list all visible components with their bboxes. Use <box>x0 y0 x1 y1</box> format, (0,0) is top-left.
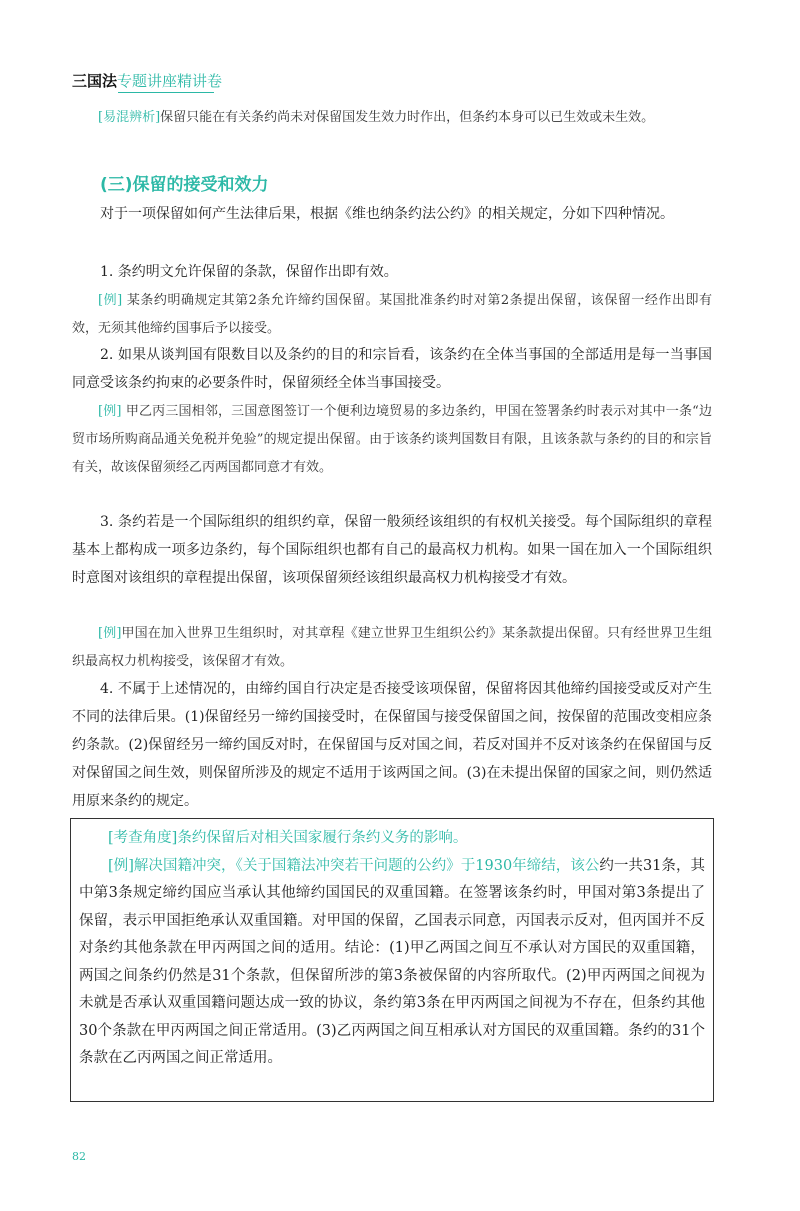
box-example-text: 约一共31条，其中第3条规定缔约国应当承认其他缔约国国民的双重国籍。在签署该条约时，甲国对第3条提出了保留，表示甲国拒绝承认双重国籍。对甲国的保留，乙国表示同意，丙国表示反对，但丙国并不反对条约其他条款在甲丙两国之间的适用。结论：(1)甲乙两国之间互不承认对方国民的双重国籍，两国之间条约仍然是31个条款，但保留所涉的第3条被保留的内容所取代。(2)甲丙两国之间视为未就是否承认双重国籍问题达成一致的协议，条约第3条在甲丙两国之间视为不存在，但条约其他30个条款在甲丙两国之间正常适用。(3)乙丙两国之间互相承认对方国民的双重国籍。条约的31个条款在乙丙两国之间正常适用。 <box>79 857 705 1066</box>
confusion-note <box>72 104 712 132</box>
example-tag: [例] <box>98 404 122 419</box>
example-3 <box>72 620 712 676</box>
section-title: (三)保留的接受和效力 <box>100 175 269 195</box>
angle-tag: [考查角度] <box>108 830 178 846</box>
header-underline <box>118 92 214 93</box>
intro-paragraph: 对于一项保留如何产生法律后果，根据《维也纳条约法公约》的相关规定，分如下四种情况。 <box>100 206 674 222</box>
example-tag: [例] <box>98 626 122 641</box>
exam-angle <box>79 825 705 853</box>
case-1: 1. 条约明文允许保留的条款，保留作出即有效。 <box>100 264 398 280</box>
case-3: 3. 条约若是一个国际组织的组织约章，保留一般须经该组织的有权机关接受。每个国际组织的章程基本上都构成一项多边条约，每个国际组织也都有自己的最高权力机构。如果一国在加入一个国际组织时意图对该组织的章程提出保留，该项保留须经该组织最高权力机构接受才有效。 <box>72 514 712 586</box>
example-text: 某条约明确规定其第2条允许缔约国保留。某国批准条约时对第2条提出保留，该保留一经作出即有效，无须其他缔约国事后予以接受。 <box>72 293 712 336</box>
example-2 <box>72 398 712 482</box>
note-tag: [易混辨析] <box>98 110 161 125</box>
box-example-lead: 解决国籍冲突，《关于国籍法冲突若干问题的公约》于1930年缔结，该公 <box>133 857 600 874</box>
running-header <box>72 70 222 91</box>
example-tag: [例] <box>98 293 123 308</box>
exam-focus-box <box>70 818 714 1102</box>
book-title: 三国法 <box>72 72 118 90</box>
case-4: 4. 不属于上述情况的，由缔约国自行决定是否接受该项保留，保留将因其他缔约国接受或反对产生不同的法律后果。(1)保留经另一缔约国接受时，在保留国与接受保留国之间，按保留的范围改变相应条约条款。(2)保留经另一缔约国反对时，在保留国与反对国之间，若反对国并不反对该条约在保留国与反对保留国之间生效，则保留所涉及的规定不适用于该两国之间。(3)在未提出保留的国家之间，则仍然适用原来条约的规定。 <box>72 681 712 809</box>
example-text: 甲乙丙三国相邻，三国意图签订一个便利边境贸易的多边条约，甲国在签署条约时表示对其中一条“边贸市场所购商品通关免税并免验”的规定提出保留。由于该条约谈判国数目有限，且该条款与条约的目的和宗旨有关，故该保留须经乙丙两国都同意才有效。 <box>72 404 712 475</box>
page-number: 82 <box>72 1150 86 1163</box>
example-1 <box>72 287 712 343</box>
series-title: 专题讲座精讲卷 <box>117 72 223 90</box>
example-text: 甲国在加入世界卫生组织时，对其章程《建立世界卫生组织公约》某条款提出保留。只有经世界卫生组织最高权力机构接受，该保留才有效。 <box>72 626 712 669</box>
box-example-tag: [例] <box>108 857 134 874</box>
box-example <box>79 853 705 1073</box>
angle-text: 条约保留后对相关国家履行条约义务的影响。 <box>177 830 468 846</box>
note-text: 保留只能在有关条约尚未对保留国发生效力时作出，但条约本身可以已生效或未生效。 <box>160 110 655 125</box>
case-2: 2. 如果从谈判国有限数目以及条约的目的和宗旨看，该条约在全体当事国的全部适用是每一当事国同意受该条约拘束的必要条件时，保留须经全体当事国接受。 <box>72 347 712 391</box>
